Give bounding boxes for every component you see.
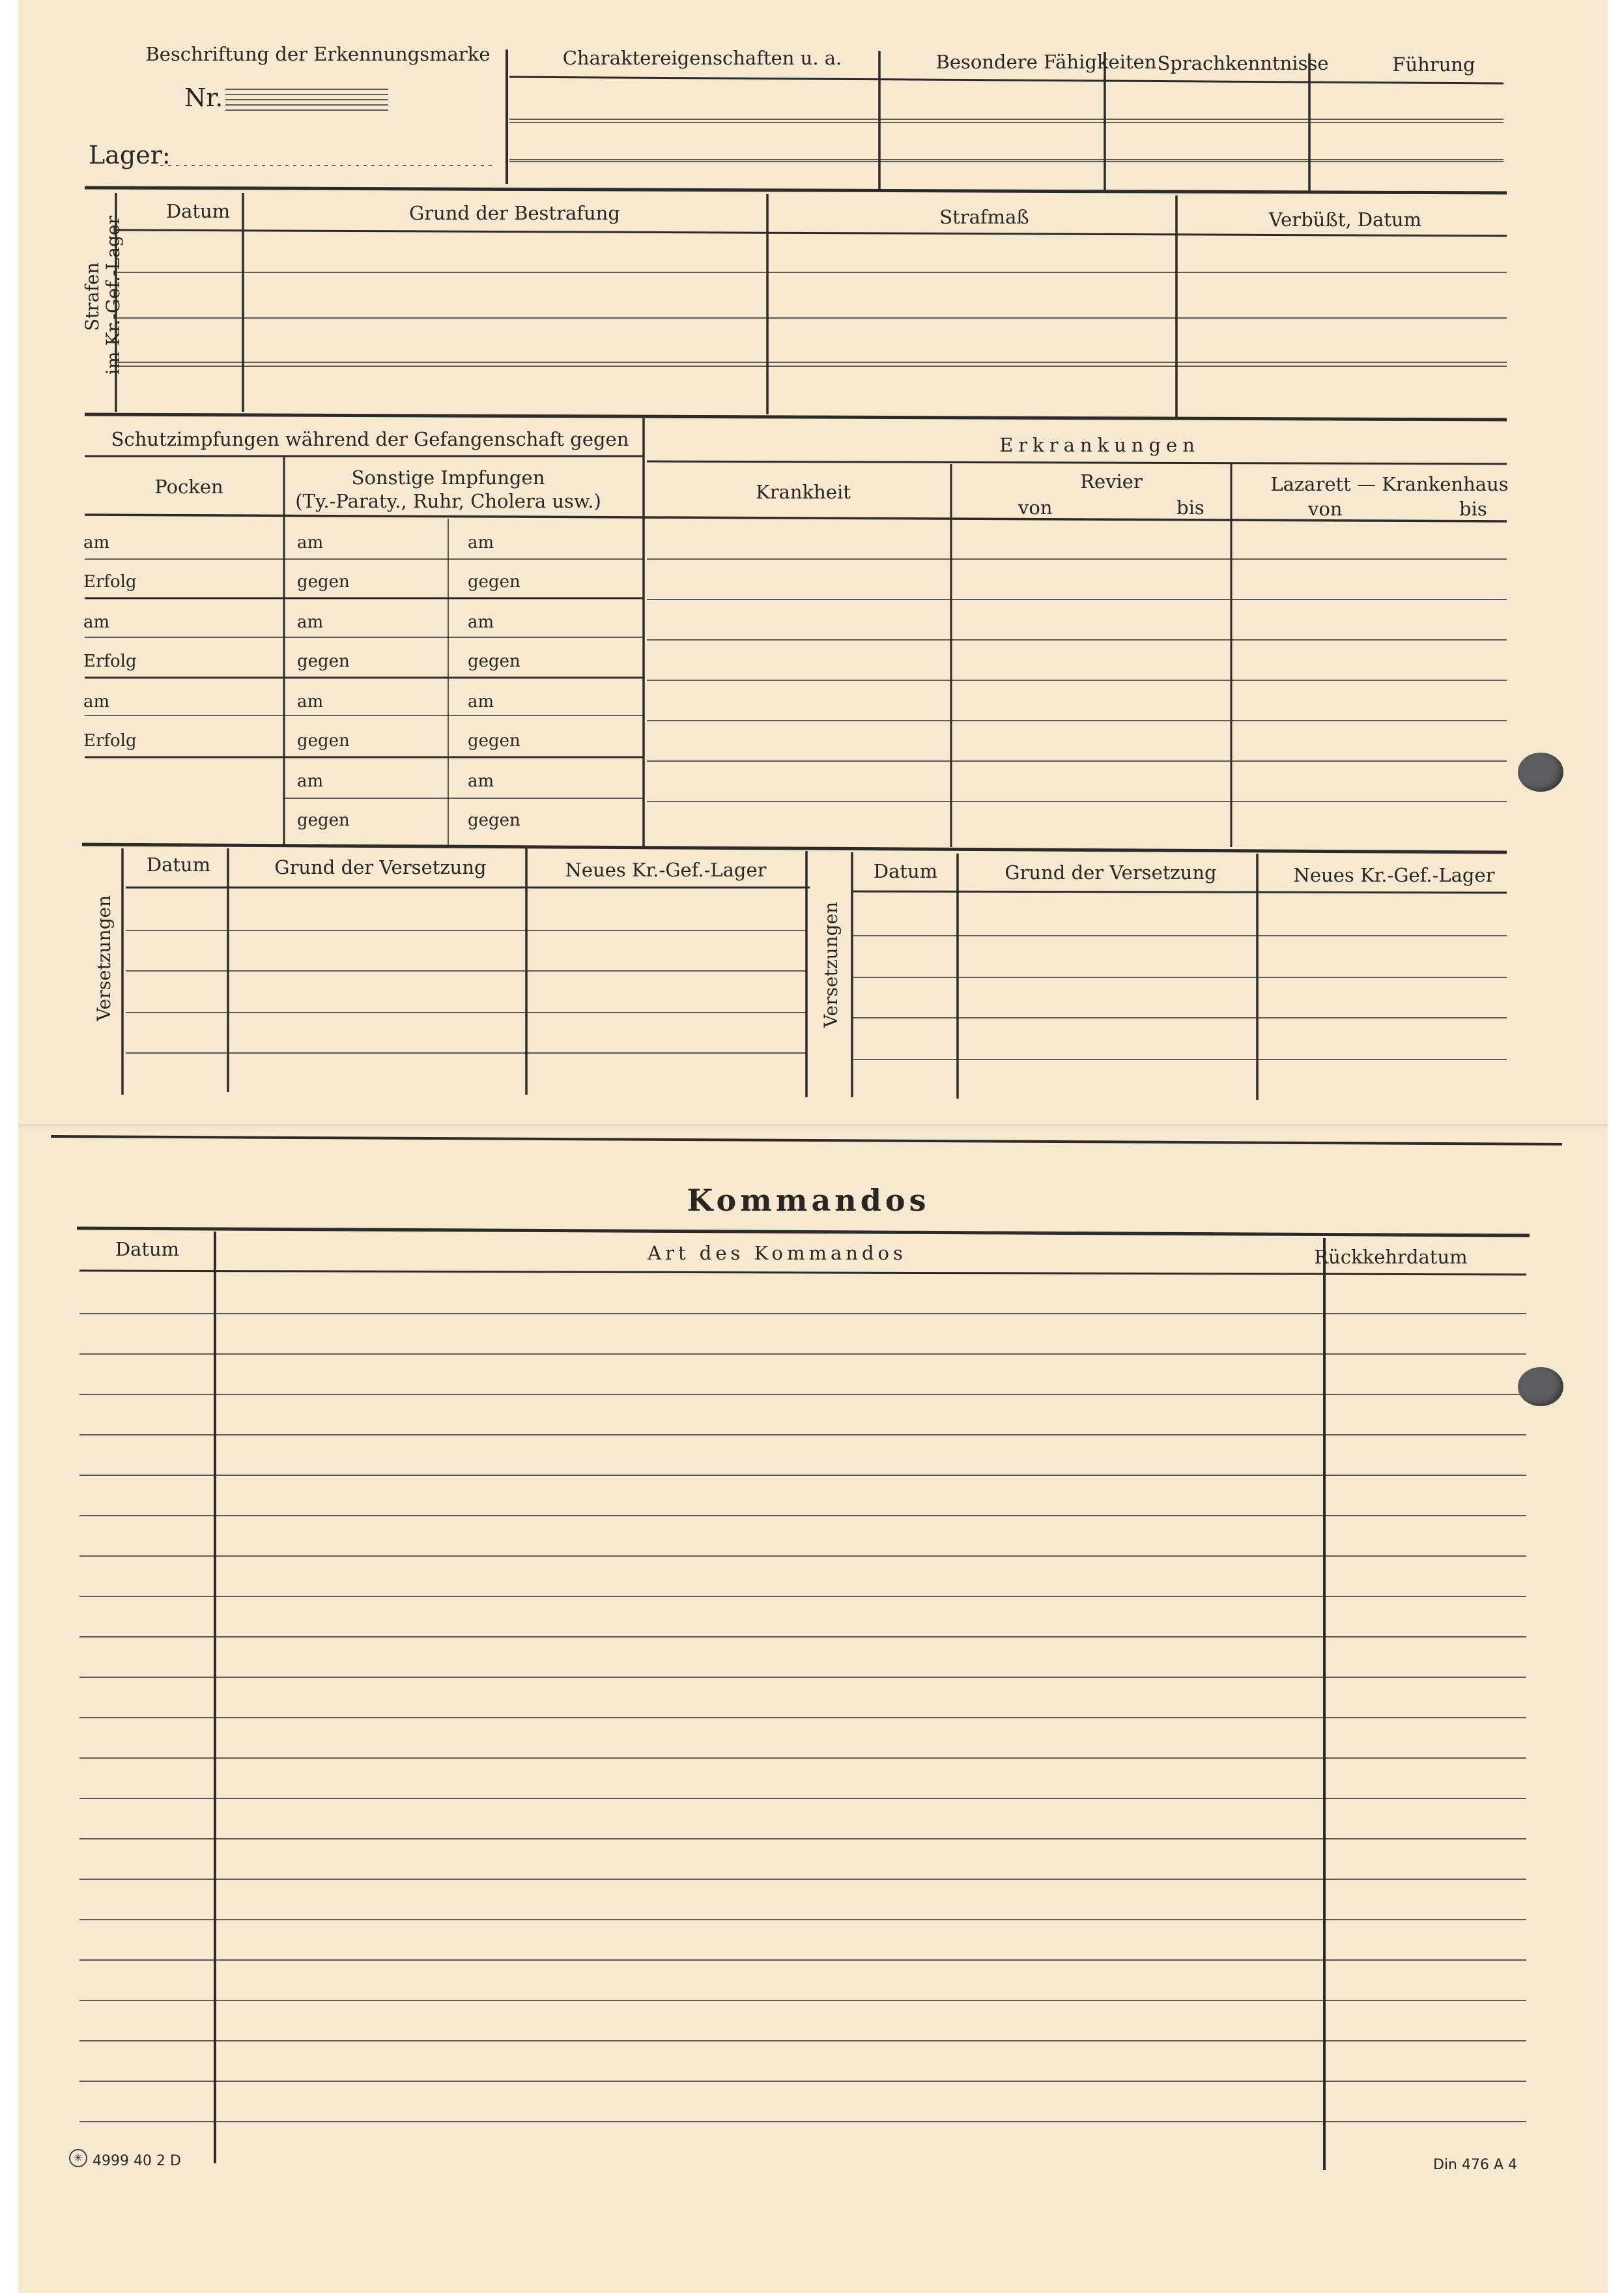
impf-cell-7-0: gegen — [297, 811, 350, 830]
versetzungen-right-col-grund: Grund der Versetzung — [1004, 861, 1217, 884]
versetzungen-side-label-left: Versetzungen — [93, 895, 115, 1021]
rule-line-106 — [853, 891, 1507, 893]
versetzungen-left-col-datum: Datum — [146, 854, 211, 876]
erkrankungen-title: Erkrankungen — [999, 434, 1200, 456]
impf-cell-5-0: gegen — [297, 731, 350, 751]
impf-cell-1-0: gegen — [297, 572, 350, 592]
impf-cell-4-0: am — [297, 692, 324, 712]
rule-line-93 — [82, 844, 1507, 852]
impf-left-cell-3: Erfolg — [83, 652, 137, 671]
versetzungen-left-col-grund: Grund der Versetzung — [274, 856, 487, 878]
erkrankungen-lazarett-bis: bis — [1459, 498, 1487, 520]
impf-left-cell-4: am — [83, 692, 110, 712]
printer-mark-icon: ✳ — [69, 2149, 87, 2167]
impf-cell-6-0: am — [297, 772, 324, 791]
rule-line-115 — [79, 1271, 1526, 1275]
col-fuehrung-header: Führung — [1392, 53, 1475, 76]
versetzungen-right-col-lager: Neues Kr.-Gef.-Lager — [1293, 864, 1495, 886]
rule-line-112 — [77, 1228, 1530, 1235]
rule-line-111 — [51, 1136, 1562, 1144]
rule-line-62 — [117, 230, 1507, 236]
form-ruling — [18, 0, 1608, 2293]
rule-line-70 — [647, 461, 1507, 464]
impf-left-cell-2: am — [83, 613, 110, 632]
form-sheet — [18, 0, 1608, 2293]
impf-cell-3-0: gegen — [297, 652, 350, 671]
erkrankungen-revier-bis: bis — [1176, 497, 1204, 519]
rule-line-4 — [509, 77, 1503, 83]
paper-fold — [18, 1124, 1608, 1128]
strafen-col-datum: Datum — [165, 200, 231, 222]
impf-left-cell-5: Erfolg — [83, 731, 137, 751]
impf-cell-3-1: gegen — [468, 652, 520, 671]
kommandos-col-rueckkehr: Rückkehrdatum — [1314, 1246, 1468, 1268]
punch-hole-lower — [1518, 1367, 1563, 1406]
strafen-col-strafmass: Strafmaß — [939, 206, 1029, 228]
strafen-col-verbuesst: Verbüßt, Datum — [1268, 209, 1422, 231]
kommandos-col-datum: Datum — [115, 1238, 180, 1260]
lager-label: Lager: — [89, 141, 171, 169]
erkennungsmarke-label: Beschriftung der Erkennungsmarke — [145, 43, 491, 65]
impfungen-col-pocken: Pocken — [154, 476, 223, 498]
nr-label: Nr. — [184, 83, 223, 112]
erkrankungen-col-krankheit: Krankheit — [756, 481, 851, 503]
impfungen-col-sonstige-2: (Ty.-Paraty., Ruhr, Cholera usw.) — [295, 490, 601, 512]
versetzungen-left-col-lager: Neues Kr.-Gef.-Lager — [565, 859, 767, 881]
versetzungen-side-label-right: Versetzungen — [820, 901, 842, 1028]
impf-cell-7-1: gegen — [468, 811, 520, 830]
erkrankungen-lazarett-von: von — [1308, 498, 1343, 520]
impf-cell-0-0: am — [297, 533, 324, 553]
strafen-col-grund: Grund der Bestrafung — [409, 202, 620, 224]
impf-cell-4-1: am — [468, 692, 494, 712]
strafen-side-label-1: Strafen — [81, 262, 103, 331]
erkrankungen-col-lazarett: Lazarett — Krankenhaus — [1270, 473, 1509, 495]
rule-line-57 — [85, 188, 1507, 193]
punch-hole-upper — [1518, 753, 1563, 792]
strafen-side-label — [82, 218, 124, 375]
impf-left-cell-1: Erfolg — [83, 572, 137, 592]
impf-cell-2-1: am — [468, 613, 494, 632]
impf-left-cell-0: am — [83, 533, 110, 553]
kommandos-title: Kommandos — [687, 1183, 930, 1218]
impfungen-title: Schutzimpfungen während der Gefangenschaft gegen — [111, 428, 629, 450]
print-code: 4999 40 2 D — [93, 2153, 181, 2169]
erkrankungen-col-revier: Revier — [1080, 470, 1143, 493]
impf-cell-5-1: gegen — [468, 731, 520, 751]
erkrankungen-revier-von: von — [1018, 497, 1053, 519]
strafen-side-label-2: im Kr.-Gef.-Lager — [102, 216, 124, 375]
impf-cell-6-1: am — [468, 772, 494, 791]
impf-cell-2-0: am — [297, 613, 324, 632]
impfungen-col-sonstige-1: Sonstige Impfungen — [351, 467, 545, 489]
impf-cell-0-1: am — [468, 533, 494, 553]
rule-line-67 — [85, 414, 1507, 420]
versetzungen-right-col-datum: Datum — [873, 860, 938, 882]
col-charakter-header: Charaktereigenschaften u. a. — [562, 47, 842, 69]
col-faehigkeiten-header: Besondere Fähigkeiten — [935, 51, 1157, 73]
rule-line-72 — [85, 515, 1507, 521]
impf-cell-1-1: gegen — [468, 572, 520, 592]
kommandos-col-art: Art des Kommandos — [648, 1242, 907, 1264]
col-sprachen-header: Sprachkenntnisse — [1157, 52, 1329, 74]
din-label: Din 476 A 4 — [1433, 2157, 1518, 2173]
